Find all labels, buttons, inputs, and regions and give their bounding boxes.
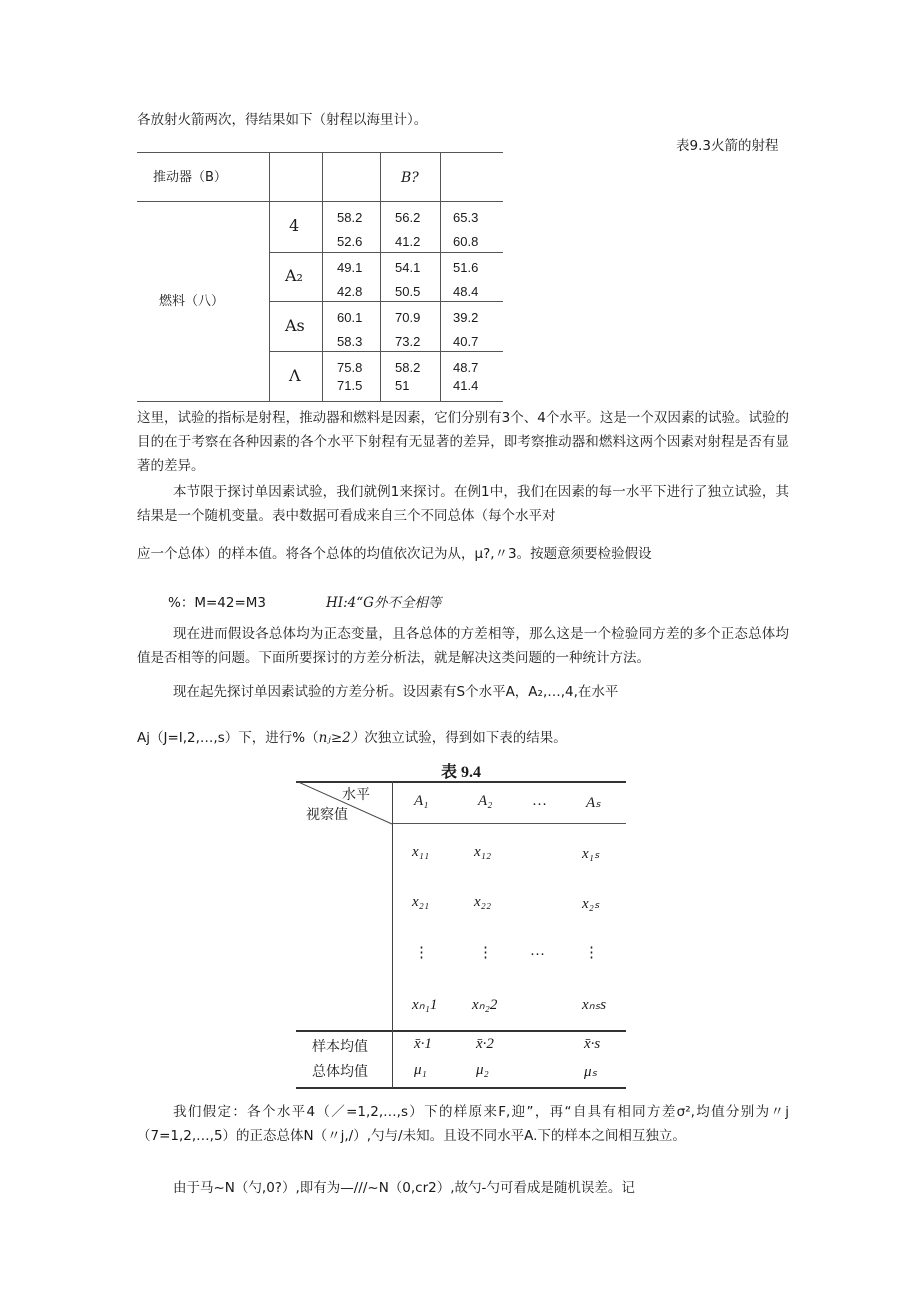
vdots: ⋮ [478,945,493,961]
cell: 52.6 [337,234,363,249]
pop-mean: μ₂ [476,1062,489,1078]
obs-cell: x₁ₛ [582,846,600,862]
obs-cell: x₂₂ [474,894,492,910]
cell: 50.5 [395,284,421,299]
cell: 42.8 [337,284,363,299]
col-header-label: 推动器（B） [153,170,227,185]
cell: 56.2 [395,210,421,225]
cell: 41.2 [395,234,421,249]
cell: 48.7 [453,360,479,375]
paragraph-5-part-a: Aj（J=I,2,…,s）下，进行%（ [137,730,319,746]
paragraph-1: 这里，试验的指标是射程，推动器和燃料是因素，它们分别有3个、4个水平。这是一个双因素的试验。试验的目的在于考察在各种因素的各个水平下射程有无显著的差异，即考察推动器和燃料这两个因素对射程是否有显著的差异。 [137,410,789,474]
obs-cell: xₙ₂2 [472,997,498,1013]
cell: 58.3 [337,334,363,349]
table-9-4-title: 表 9.4 [441,764,482,781]
sample-mean: x̄·1 [414,1036,432,1052]
level-3: As [285,316,305,335]
paragraph-3: 现在进而假设各总体均为正态变量，且各总体的方差相等，那么这是一个检验同方差的多个正态总体均值是否相等的问题。下面所要探讨的方差分析法，就是解决这类问题的一种统计方法。 [137,626,789,666]
cell: 65.3 [453,210,479,225]
vdots: ⋮ [414,945,429,961]
paragraph-2b: 应一个总体）的样本值。将各个总体的均值依次记为从，μ?,〃3。按题意须要检验假设 [137,546,652,562]
cell: 70.9 [395,310,421,325]
col-header-b2: B? [401,170,419,186]
corner-bottom-label: 视察值 [306,807,348,823]
cell: 71.5 [337,378,363,393]
hypothesis-h0: %：M=42=M3 [168,595,267,611]
level-header: Aₛ [586,795,601,811]
paragraph-5 [137,726,567,746]
cell: 49.1 [337,260,363,275]
vdots: ⋮ [584,945,599,961]
sample-mean: x̄·2 [476,1036,494,1052]
cell: 39.2 [453,310,479,325]
obs-cell: x₁₁ [412,844,430,860]
cell: 58.2 [337,210,363,225]
level-1: 4 [289,216,300,235]
obs-cell: xₙ₁1 [412,997,438,1013]
cell: 60.1 [337,310,363,325]
level-header: A₁ [414,793,429,809]
cell: 41.4 [453,378,479,393]
level-header: … [532,793,547,809]
sample-mean-label: 样本均值 [312,1039,368,1055]
table-9-3 [137,152,503,402]
pop-mean: μ₁ [414,1062,427,1078]
cell: 40.7 [453,334,479,349]
obs-cell: x₂₁ [412,894,430,910]
cell: 58.2 [395,360,421,375]
cell: 51.6 [453,260,479,275]
obs-cell: x₂ₛ [582,896,600,912]
hdots: … [530,943,545,959]
paragraph-2a: 本节限于探讨单因素试验，我们就例1来探讨。在例1中，我们在因素的每一水平下进行了独立试验，其结果是一个随机变量。表中数据可看成来自三个不同总体（每个水平对 [137,484,789,524]
sample-mean: x̄·s [584,1036,601,1052]
paragraph-5-part-b: nⱼ≥2） [318,730,365,746]
corner-top-label: 水平 [342,787,370,803]
level-2: A₂ [285,266,303,285]
cell: 51 [395,378,410,393]
obs-cell: x₁₂ [474,844,492,860]
intro-line: 各放射火箭两次，得结果如下（射程以海里计）。 [137,112,428,128]
level-4: Λ [289,366,301,385]
paragraph-7: 由于马~N（勺,0?）,即有为—///~N（0,cr2）,故勺-勺可看成是随机误差。记 [173,1180,635,1196]
paragraph-6: 我们假定：各个水平4（／=1,2,…,s）下的样原来F,迎”，再“自具有相同方差σ²,均值分别为〃j（7=1,2,…,5）的正态总体N（〃j,/）,勺与/未知。且设不同水平A.下的样本之间相互独立。 [137,1104,789,1144]
paragraph-4: 现在起先探讨单因素试验的方差分析。设因素有S个水平A，A₂,…,4,在水平 [173,684,619,700]
cell: 73.2 [395,334,421,349]
cell: 75.8 [337,360,363,375]
cell: 60.8 [453,234,479,249]
table-9-3-caption: 表9.3火箭的射程 [676,138,779,154]
row-header-label: 燃料（八） [159,294,225,309]
cell: 48.4 [453,284,479,299]
pop-mean: μₛ [584,1064,598,1080]
pop-mean-label: 总体均值 [312,1064,368,1080]
table-9-4 [296,757,626,1089]
hypothesis-h1: HI:4“G外不全相等 [326,595,442,611]
paragraph-5-part-c: 次独立试验，得到如下表的结果。 [364,730,567,746]
level-header: A₂ [478,793,493,809]
cell: 54.1 [395,260,421,275]
obs-cell: xₙₛs [582,997,607,1013]
